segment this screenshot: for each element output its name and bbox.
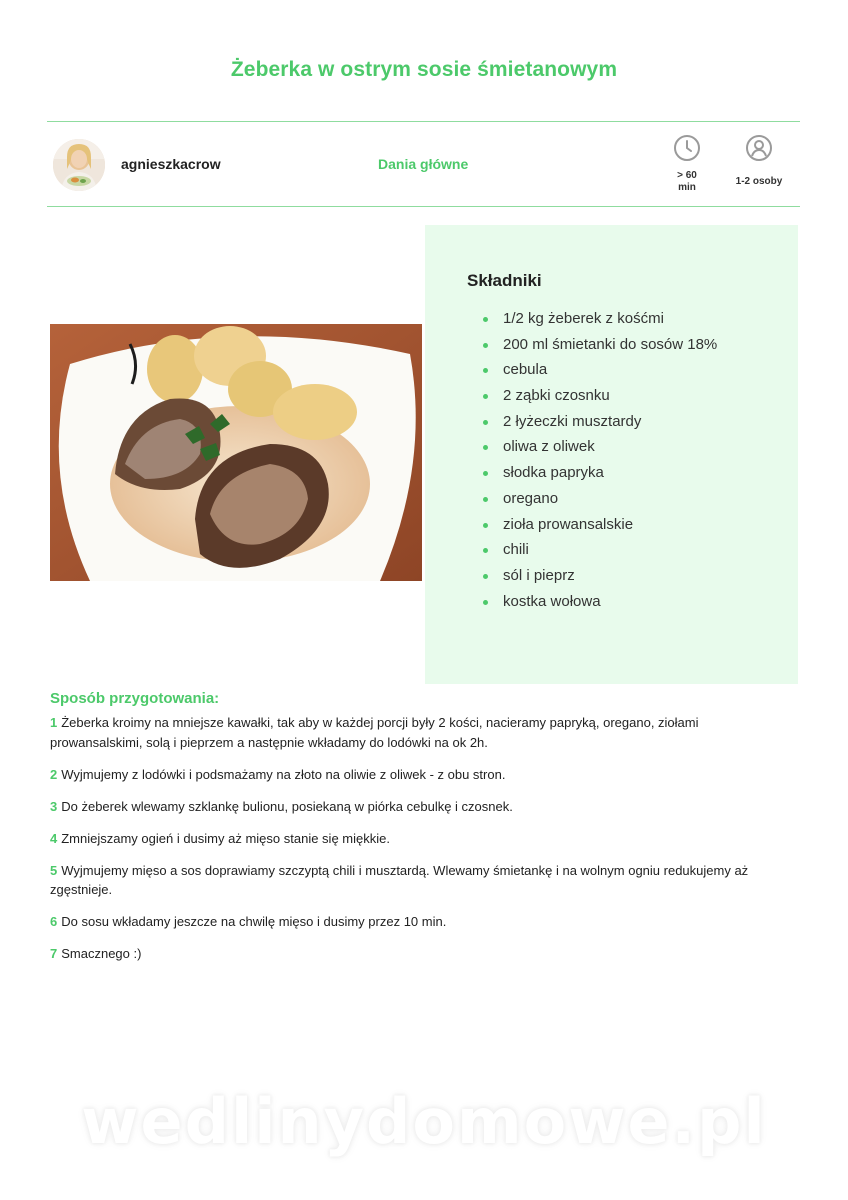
step-text: Smacznego :) [61,946,142,961]
step-text: Wyjmujemy mięso a sos doprawiamy szczyptą chili i musztardą. Wlewamy śmietankę i na wolnym ogniu redukujemy aż zgęstnieje. [50,862,749,897]
prep-time-label [660,170,714,194]
servings-label: 1-2 osoby [735,176,783,187]
ingredient-item: kostka wołowa [503,592,717,618]
step-item [50,713,780,752]
clock-icon [660,134,714,162]
step-number: 3 [50,798,58,814]
recipe-photo [50,324,422,581]
author-avatar[interactable] [53,139,105,191]
header-divider-bottom [47,206,800,207]
step-text: Do sosu wkładamy jeszcze na chwilę mięso i dusimy przez 10 min. [61,914,447,929]
recipe-category[interactable]: Dania główne [378,156,469,172]
step-number: 1 [50,715,58,730]
step-number: 5 [50,862,58,878]
step-number: 2 [50,766,58,782]
step-item [50,765,780,785]
step-text: Do żeberek wlewamy szklankę bulionu, posiekaną w piórka cebulkę i czosnek. [61,798,513,814]
author-name[interactable]: agnieszkacrow [121,156,221,172]
step-item [50,944,780,964]
header-divider-top [47,121,800,122]
prep-time-unit: min [678,182,696,193]
step-text: Żeberka kroimy na mniejsze kawałki, tak aby w każdej porcji były 2 kości, nacieramy papryką, oregano, ziołami prowansalskimi, solą i pieprzem a następnie wkładamy do lodówki na ok 2h. [50,715,699,750]
step-item [50,912,780,932]
recipe-title: Żeberka w ostrym sosie śmietanowym [230,58,618,81]
ingredient-item: zioła prowansalskie [503,515,717,541]
servings [728,134,790,188]
site-watermark: wedlinydomowe.pl [81,1085,767,1158]
ingredient-item: oliwa z oliwek [503,437,717,463]
ingredient-item: 2 ząbki czosnku [503,386,717,412]
steps-heading: Sposób przygotowania: [50,690,220,707]
step-number: 6 [50,914,58,929]
ingredient-item: 2 łyżeczki musztardy [503,412,717,438]
step-item [50,797,780,817]
prep-time-value: > 60 [677,170,697,181]
ingredient-item: słodka papryka [503,463,717,489]
ingredient-item: cebula [503,360,717,386]
step-number: 7 [50,946,58,961]
ingredient-item: 200 ml śmietanki do sosów 18% [503,335,717,361]
ingredients-panel [425,225,798,684]
step-item [50,861,780,900]
steps-list [50,713,780,976]
step-item [50,829,780,849]
step-text: Zmniejszamy ogień i dusimy aż mięso stanie się miękkie. [61,830,390,846]
step-text: Wyjmujemy z lodówki i podsmażamy na złoto na oliwie z oliwek - z obu stron. [61,766,506,782]
ingredient-item: sól i pieprz [503,566,717,592]
ingredient-item: oregano [503,489,717,515]
ingredients-list [503,309,717,617]
ingredients-heading: Składniki [467,271,542,290]
ingredient-item: 1/2 kg żeberek z kośćmi [503,309,717,335]
person-icon [728,134,790,162]
prep-time [660,134,714,194]
ingredient-item: chili [503,540,717,566]
step-number: 4 [50,830,58,846]
